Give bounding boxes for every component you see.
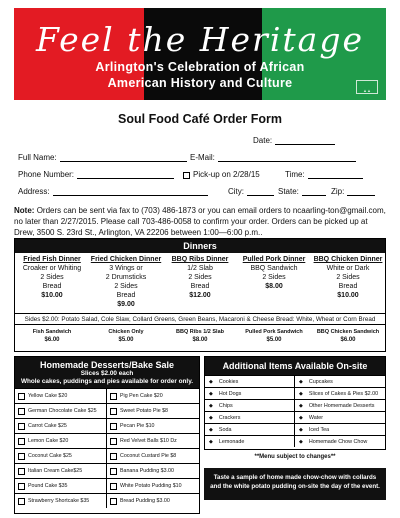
bullet-icon: ◆ [299,402,303,409]
dessert-item [107,463,199,478]
pickup-label: Pick-up on 2/28/15 [193,170,260,179]
dessert-checkbox[interactable] [110,453,117,460]
dinner-name: Fried Fish Dinner [23,256,81,263]
dinner-detail: Croaker or Whiting [22,265,82,272]
dessert-label: Pecan Pie $10 [120,423,155,429]
bullet-icon: ◆ [209,426,213,433]
additional-item-label: Lemonade [218,438,245,445]
dinner-detail: 2 Drumsticks [105,274,147,281]
dessert-label: Lemon Cake $20 [28,438,69,444]
sandwich-name: Pulled Pork Sandwich [245,329,303,335]
dessert-checkbox[interactable] [110,483,117,490]
sandwich-item [15,325,89,351]
dessert-checkbox[interactable] [110,423,117,430]
dinner-name: Pulled Pork Dinner [242,256,306,263]
email-field[interactable] [218,153,356,162]
dinner-name: BBQ Ribs Dinner [171,256,229,263]
additional-item [295,375,385,387]
form-title: Soul Food Café Order Form [118,112,282,126]
city-field[interactable] [247,187,274,196]
dessert-item [107,448,199,463]
bullet-icon: ◆ [299,438,303,445]
dinner-price: $10.00 [41,292,63,299]
dessert-checkbox[interactable] [18,453,25,460]
dinner-detail: 3 Wings or [109,265,143,272]
dessert-item [107,478,199,493]
sandwich-row [15,324,385,351]
dessert-checkbox[interactable] [110,498,117,505]
dessert-label: Bread Pudding $3.00 [120,498,170,504]
time-label: Time: [285,170,305,179]
dinner-detail: BBQ Sandwich [250,265,298,272]
desserts-grid [15,388,199,508]
dinner-price: $8.00 [265,283,283,290]
dessert-item [15,463,107,478]
dessert-label: Coconut Cake $25 [28,453,72,459]
state-field[interactable] [302,187,326,196]
sandwich-price: $5.00 [266,337,282,343]
header-banner [14,8,386,100]
zip-label: Zip: [331,187,345,196]
dinner-price: $9.00 [117,301,135,308]
dessert-label: Strawberry Shortcake $35 [28,498,90,504]
additional-item [295,399,385,411]
dinner-detail: 2 Sides [188,274,212,281]
full-name-field[interactable] [60,153,187,162]
full-name-label: Full Name: [18,153,57,162]
banner-subtitle-line2: American History and Culture [107,76,293,90]
banner-title: Feel the Heritage [36,20,364,59]
additional-item-label: Crackers [218,414,241,421]
dessert-item [15,418,107,433]
dessert-item [15,493,107,508]
bullet-icon: ◆ [209,378,213,385]
address-label: Address: [18,187,50,196]
additional-item [205,387,295,399]
dessert-checkbox[interactable] [110,468,117,475]
additional-item [295,387,385,399]
dinner-item [89,253,163,313]
bullet-icon: ◆ [209,414,213,421]
bullet-icon: ◆ [299,414,303,421]
bullet-icon: ◆ [299,390,303,397]
banner-subtitle-line1: Arlington's Celebration of African [95,60,305,74]
additional-item-label: Soda [218,426,232,433]
dessert-checkbox[interactable] [110,393,117,400]
sandwich-item [311,325,385,351]
dinner-item [237,253,311,313]
desserts-order-note: Whole cakes, puddings and pies available for order only. [20,378,194,385]
email-row [190,153,359,162]
city-label: City: [228,187,244,196]
dessert-checkbox[interactable] [18,438,25,445]
dessert-item [15,388,107,403]
pickup-checkbox[interactable] [183,172,190,179]
dinner-name: Fried Chicken Dinner [90,256,162,263]
zip-row [331,187,378,196]
dessert-checkbox[interactable] [18,468,25,475]
time-row [285,170,366,179]
sandwich-item [89,325,163,351]
dessert-item [15,448,107,463]
dessert-item [15,433,107,448]
dinner-detail: 1/2 Slab [187,265,213,272]
sandwich-item [237,325,311,351]
additional-item [205,399,295,411]
dinner-detail: 2 Sides [114,283,138,290]
additional-item [205,435,295,447]
dinner-item [15,253,89,313]
sandwich-name: BBQ Ribs 1/2 Slab [176,329,224,335]
desserts-price-note: Slices $2.00 each [80,370,134,377]
bullet-icon: ◆ [209,402,213,409]
dessert-label: Pound Cake $35 [28,483,68,489]
additional-item [295,435,385,447]
sandwich-price: $8.00 [192,337,208,343]
additional-item-label: Cupcakes [308,378,333,385]
bullet-icon: ◆ [209,390,213,397]
sandwich-price: $6.00 [44,337,60,343]
phone-row [18,170,177,179]
additional-item [295,411,385,423]
phone-field[interactable] [77,170,174,179]
phone-label: Phone Number: [18,170,75,179]
dessert-checkbox[interactable] [18,408,25,415]
sandwich-name: Chicken Only [108,329,144,335]
state-row [278,187,329,196]
menu-note: **Menu subject to changes** [254,454,336,460]
state-label: State: [278,187,299,196]
email-label: E-Mail: [190,153,215,162]
additional-items-section [204,356,386,450]
zip-field[interactable] [347,187,375,196]
additional-item-label: Slices of Cakes & Pies $2.00 [308,390,379,397]
dessert-label: Sweet Potato Pie $8 [120,408,168,414]
additional-item-label: Water [308,414,324,421]
additional-item-label: Cookies [218,378,239,385]
date-row [253,136,338,145]
dinner-price: $10.00 [337,292,359,299]
desserts-section [14,356,200,514]
dessert-item [107,388,199,403]
dinner-detail: 2 Sides [40,274,64,281]
dessert-checkbox[interactable] [18,483,25,490]
dinner-item [311,253,385,313]
dessert-label: Banana Pudding $3.00 [120,468,174,474]
additional-item [205,375,295,387]
time-field[interactable] [308,170,363,179]
dinner-detail: Bread [338,283,358,290]
dinner-detail: 2 Sides [262,274,286,281]
note-text: Orders can be sent via fax to (703) 486-1873 or you can email orders to ncaarling-ton@gmail.com, no later than 2/27/2015. Please call 703-486-0058 to confirm your order. Orders can be picked up at Drew, 3500 S. 23rd St., Arlington, VA 22206 between 1:00—6:00 p.m.. [14,206,386,237]
bullet-icon: ◆ [209,438,213,445]
sandwich-price: $6.00 [340,337,356,343]
dessert-item [107,493,199,508]
dinners-header: Dinners [15,239,385,253]
dinner-detail: Bread [190,283,210,290]
dessert-label: Red Velvet Balls $10 Dz [120,438,177,444]
dinner-name: BBQ Chicken Dinner [313,256,383,263]
dessert-item [107,433,199,448]
additional-item-label: Other Homemade Desserts [308,402,375,409]
additional-item-label: Iced Tea [308,426,330,433]
dinner-detail: White or Dark [326,265,370,272]
sample-note: Taste a sample of home made chow-chow with collards and the white potato pudding on-site the day of the event. [204,468,386,500]
dessert-label: Yellow Cake $20 [28,393,68,399]
dessert-label: Pig Pen Cake $20 [120,393,163,399]
date-label: Date: [253,136,273,145]
address-field[interactable] [53,187,208,196]
sandwich-item [163,325,237,351]
sandwich-name: BBQ Chicken Sandwich [316,329,380,335]
additional-item-label: Chips [218,402,233,409]
dessert-item [15,478,107,493]
city-row [228,187,277,196]
dessert-checkbox[interactable] [110,438,117,445]
dessert-label: German Chocolate Cake $25 [28,408,97,414]
dinner-detail: 2 Sides [336,274,360,281]
additional-item-label: Hot Dogs [218,390,242,397]
dessert-checkbox[interactable] [18,423,25,430]
sandwich-name: Fish Sandwich [32,329,72,335]
dessert-item [107,418,199,433]
bullet-icon: ◆ [299,378,303,385]
dessert-item [107,403,199,418]
address-row [18,187,211,196]
additional-item-label: Homemade Chow Chow [308,438,368,445]
dinner-detail: Bread [42,283,62,290]
dinner-item [163,253,237,313]
dinner-detail: Bread [116,292,136,299]
sponsor-logo: ▲▲ [356,80,378,94]
dessert-label: Coconut Custard Pie $8 [120,453,177,459]
additional-item [205,423,295,435]
dessert-checkbox[interactable] [18,393,25,400]
desserts-title: Homemade Desserts/Bake Sale [39,360,175,370]
sandwich-price: $5.00 [118,337,134,343]
bullet-icon: ◆ [299,426,303,433]
order-note [14,205,386,238]
dessert-item [15,403,107,418]
dessert-label: White Potato Pudding $10 [120,483,182,489]
dessert-checkbox[interactable] [18,498,25,505]
full-name-row [18,153,190,162]
dessert-checkbox[interactable] [110,408,117,415]
additional-items-grid [205,375,385,447]
dinners-section [14,238,386,352]
pickup-row [183,170,260,179]
sides-text: Sides $2.00: Potato Salad, Cole Slaw, Collard Greens, Green Beans, Macaroni & Cheese Bread: White, Wheat or Corn Bread [15,313,385,324]
dessert-label: Italian Cream Cake$25 [28,468,83,474]
date-field[interactable] [275,136,335,145]
additional-item [205,411,295,423]
additional-item [295,423,385,435]
note-label: Note: [14,206,35,215]
additional-items-header: Additional Items Available On-site [205,357,385,375]
dinner-columns [15,253,385,313]
dessert-label: Carrot Cake $25 [28,423,67,429]
dinner-price: $12.00 [189,292,211,299]
desserts-header [15,357,199,388]
